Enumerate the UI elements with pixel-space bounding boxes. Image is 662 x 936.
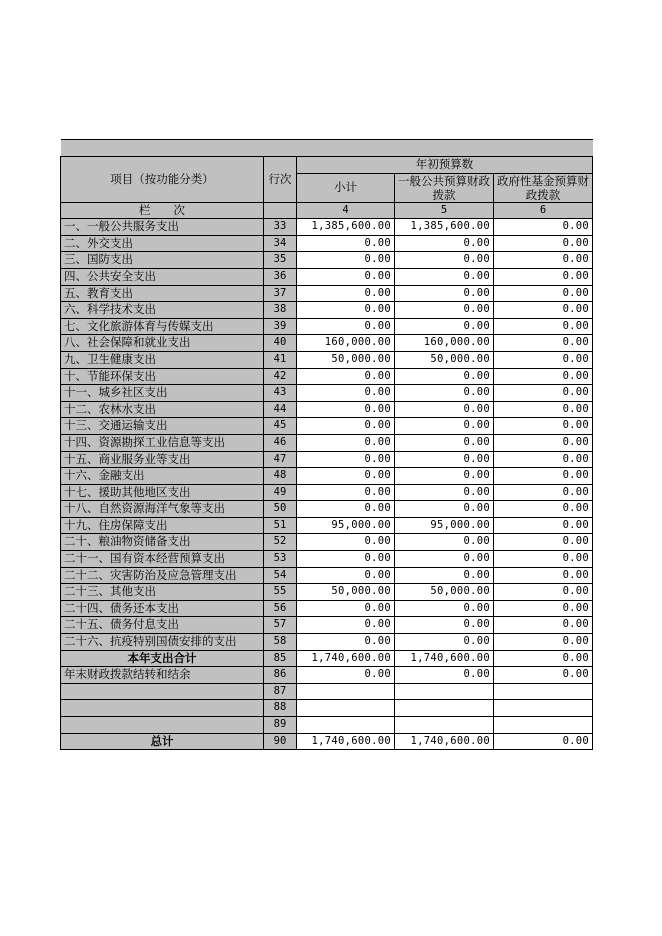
row-number: 47 <box>264 451 297 468</box>
cell-subtotal: 0.00 <box>297 484 395 501</box>
row-number: 35 <box>264 252 297 269</box>
cell-blank <box>297 683 395 700</box>
row-number: 38 <box>264 302 297 319</box>
cell-blank <box>395 700 494 717</box>
cell-fund: 0.00 <box>494 418 593 435</box>
row-label: 十六、金融支出 <box>61 468 264 485</box>
col-label: 栏 次 <box>61 202 264 219</box>
row-label-blank <box>61 717 264 734</box>
row-number: 51 <box>264 517 297 534</box>
cell-general: 0.00 <box>395 385 494 402</box>
row-number: 58 <box>264 634 297 651</box>
cell-fund: 0.00 <box>494 517 593 534</box>
row-label-blank <box>61 700 264 717</box>
cell-general: 0.00 <box>395 617 494 634</box>
cell-fund: 0.00 <box>494 385 593 402</box>
header-row-1 <box>61 157 593 174</box>
table-row <box>61 584 593 601</box>
cell-fund: 0.00 <box>494 551 593 568</box>
carryover-row <box>61 667 593 684</box>
table-row <box>61 302 593 319</box>
cell-general: 1,740,600.00 <box>395 650 494 667</box>
cell-subtotal: 1,740,600.00 <box>297 733 395 750</box>
row-number: 34 <box>264 235 297 252</box>
budget-table-sheet <box>60 139 592 750</box>
table-row <box>61 335 593 352</box>
row-number: 40 <box>264 335 297 352</box>
col-label-blank <box>264 202 297 219</box>
header-item: 项目（按功能分类） <box>61 157 264 203</box>
year-total-row <box>61 650 593 667</box>
cell-subtotal: 0.00 <box>297 634 395 651</box>
cell-fund: 0.00 <box>494 235 593 252</box>
table-row <box>61 268 593 285</box>
grand-total-row <box>61 733 593 750</box>
table-row <box>61 484 593 501</box>
table-row <box>61 418 593 435</box>
row-number: 46 <box>264 434 297 451</box>
row-label: 九、卫生健康支出 <box>61 351 264 368</box>
cell-blank <box>395 717 494 734</box>
cell-fund: 0.00 <box>494 501 593 518</box>
table-row <box>61 567 593 584</box>
cell-subtotal: 0.00 <box>297 285 395 302</box>
cell-blank <box>494 700 593 717</box>
cell-subtotal: 0.00 <box>297 318 395 335</box>
cell-fund: 0.00 <box>494 584 593 601</box>
header-rowno: 行次 <box>264 157 297 203</box>
header-fund: 政府性基金预算财政拨款 <box>494 173 593 202</box>
row-label: 年末财政拨款结转和结余 <box>61 667 264 684</box>
row-label: 七、文化旅游体育与传媒支出 <box>61 318 264 335</box>
cell-fund: 0.00 <box>494 650 593 667</box>
row-number: 44 <box>264 401 297 418</box>
row-number: 86 <box>264 667 297 684</box>
cell-fund: 0.00 <box>494 318 593 335</box>
row-label: 十五、商业服务业等支出 <box>61 451 264 468</box>
table-row <box>61 617 593 634</box>
table-row <box>61 517 593 534</box>
row-label: 十八、自然资源海洋气象等支出 <box>61 501 264 518</box>
row-label: 十九、住房保障支出 <box>61 517 264 534</box>
cell-subtotal: 0.00 <box>297 418 395 435</box>
cell-subtotal: 0.00 <box>297 534 395 551</box>
cell-subtotal: 50,000.00 <box>297 351 395 368</box>
cell-general: 160,000.00 <box>395 335 494 352</box>
top-gray-bar-cell <box>61 140 593 157</box>
row-number: 87 <box>264 683 297 700</box>
row-label: 十一、城乡社区支出 <box>61 385 264 402</box>
cell-blank <box>297 717 395 734</box>
budget-table <box>60 139 593 750</box>
cell-fund: 0.00 <box>494 368 593 385</box>
row-label: 二十一、国有资本经营预算支出 <box>61 551 264 568</box>
cell-blank <box>395 683 494 700</box>
row-number: 53 <box>264 551 297 568</box>
cell-fund: 0.00 <box>494 600 593 617</box>
cell-fund: 0.00 <box>494 484 593 501</box>
col-number-4: 4 <box>297 202 395 219</box>
cell-subtotal: 0.00 <box>297 667 395 684</box>
row-number: 43 <box>264 385 297 402</box>
table-row <box>61 252 593 269</box>
cell-subtotal: 0.00 <box>297 252 395 269</box>
cell-subtotal: 0.00 <box>297 368 395 385</box>
row-number: 41 <box>264 351 297 368</box>
row-number: 37 <box>264 285 297 302</box>
cell-fund: 0.00 <box>494 268 593 285</box>
cell-general: 0.00 <box>395 268 494 285</box>
cell-subtotal: 1,385,600.00 <box>297 219 395 236</box>
cell-general: 0.00 <box>395 667 494 684</box>
row-number: 49 <box>264 484 297 501</box>
cell-general: 0.00 <box>395 434 494 451</box>
table-row <box>61 385 593 402</box>
row-label: 二十五、债务付息支出 <box>61 617 264 634</box>
table-row <box>61 434 593 451</box>
cell-general: 1,740,600.00 <box>395 733 494 750</box>
row-number: 52 <box>264 534 297 551</box>
cell-subtotal: 0.00 <box>297 401 395 418</box>
cell-fund: 0.00 <box>494 634 593 651</box>
cell-fund: 0.00 <box>494 351 593 368</box>
row-label: 二十、粮油物资储备支出 <box>61 534 264 551</box>
cell-fund: 0.00 <box>494 617 593 634</box>
row-number: 56 <box>264 600 297 617</box>
blank-row <box>61 683 593 700</box>
cell-subtotal: 0.00 <box>297 567 395 584</box>
row-label: 六、科学技术支出 <box>61 302 264 319</box>
cell-subtotal: 0.00 <box>297 302 395 319</box>
cell-subtotal: 0.00 <box>297 268 395 285</box>
row-number: 48 <box>264 468 297 485</box>
cell-general: 0.00 <box>395 634 494 651</box>
row-label: 总计 <box>61 733 264 750</box>
row-label: 五、教育支出 <box>61 285 264 302</box>
cell-fund: 0.00 <box>494 252 593 269</box>
row-label-blank <box>61 683 264 700</box>
row-label: 十七、援助其他地区支出 <box>61 484 264 501</box>
row-number: 42 <box>264 368 297 385</box>
row-label: 二、外交支出 <box>61 235 264 252</box>
cell-fund: 0.00 <box>494 285 593 302</box>
cell-subtotal: 0.00 <box>297 434 395 451</box>
cell-fund: 0.00 <box>494 401 593 418</box>
row-number: 89 <box>264 717 297 734</box>
cell-fund: 0.00 <box>494 667 593 684</box>
table-row <box>61 219 593 236</box>
table-row <box>61 368 593 385</box>
top-gray-bar <box>61 140 593 157</box>
table-row <box>61 534 593 551</box>
cell-general: 0.00 <box>395 401 494 418</box>
cell-general: 0.00 <box>395 484 494 501</box>
cell-general: 0.00 <box>395 534 494 551</box>
cell-subtotal: 0.00 <box>297 385 395 402</box>
cell-general: 0.00 <box>395 252 494 269</box>
blank-row <box>61 717 593 734</box>
cell-subtotal: 1,740,600.00 <box>297 650 395 667</box>
cell-fund: 0.00 <box>494 468 593 485</box>
row-number: 85 <box>264 650 297 667</box>
row-label: 八、社会保障和就业支出 <box>61 335 264 352</box>
row-number: 54 <box>264 567 297 584</box>
cell-subtotal: 0.00 <box>297 235 395 252</box>
row-label: 三、国防支出 <box>61 252 264 269</box>
row-number: 55 <box>264 584 297 601</box>
header-group: 年初预算数 <box>297 157 593 174</box>
cell-subtotal: 160,000.00 <box>297 335 395 352</box>
cell-subtotal: 0.00 <box>297 451 395 468</box>
row-label: 二十二、灾害防治及应急管理支出 <box>61 567 264 584</box>
row-number: 57 <box>264 617 297 634</box>
cell-general: 0.00 <box>395 285 494 302</box>
cell-subtotal: 0.00 <box>297 501 395 518</box>
row-label: 十四、资源勘探工业信息等支出 <box>61 434 264 451</box>
col-number-6: 6 <box>494 202 593 219</box>
cell-subtotal: 50,000.00 <box>297 584 395 601</box>
table-row <box>61 600 593 617</box>
row-number: 88 <box>264 700 297 717</box>
cell-fund: 0.00 <box>494 302 593 319</box>
cell-general: 50,000.00 <box>395 351 494 368</box>
column-number-row <box>61 202 593 219</box>
row-number: 90 <box>264 733 297 750</box>
header-general: 一般公共预算财政拨款 <box>395 173 494 202</box>
table-row <box>61 501 593 518</box>
cell-blank <box>297 700 395 717</box>
table-row <box>61 318 593 335</box>
row-label: 十、节能环保支出 <box>61 368 264 385</box>
table-row <box>61 451 593 468</box>
header-subtotal: 小计 <box>297 173 395 202</box>
table-row <box>61 468 593 485</box>
cell-general: 0.00 <box>395 235 494 252</box>
cell-general: 0.00 <box>395 468 494 485</box>
row-label: 四、公共安全支出 <box>61 268 264 285</box>
cell-general: 0.00 <box>395 302 494 319</box>
cell-general: 0.00 <box>395 551 494 568</box>
cell-fund: 0.00 <box>494 434 593 451</box>
cell-subtotal: 0.00 <box>297 600 395 617</box>
row-number: 36 <box>264 268 297 285</box>
table-row <box>61 401 593 418</box>
cell-blank <box>494 717 593 734</box>
row-number: 33 <box>264 219 297 236</box>
cell-fund: 0.00 <box>494 219 593 236</box>
cell-general: 0.00 <box>395 567 494 584</box>
col-number-5: 5 <box>395 202 494 219</box>
row-label: 二十六、抗疫特别国债安排的支出 <box>61 634 264 651</box>
cell-general: 0.00 <box>395 451 494 468</box>
cell-general: 95,000.00 <box>395 517 494 534</box>
row-label: 一、一般公共服务支出 <box>61 219 264 236</box>
cell-general: 1,385,600.00 <box>395 219 494 236</box>
cell-general: 0.00 <box>395 318 494 335</box>
cell-subtotal: 0.00 <box>297 617 395 634</box>
cell-fund: 0.00 <box>494 733 593 750</box>
row-number: 39 <box>264 318 297 335</box>
cell-fund: 0.00 <box>494 335 593 352</box>
cell-subtotal: 95,000.00 <box>297 517 395 534</box>
cell-general: 0.00 <box>395 600 494 617</box>
row-number: 45 <box>264 418 297 435</box>
table-row <box>61 634 593 651</box>
cell-general: 0.00 <box>395 501 494 518</box>
row-label: 十三、交通运输支出 <box>61 418 264 435</box>
cell-fund: 0.00 <box>494 451 593 468</box>
cell-subtotal: 0.00 <box>297 551 395 568</box>
cell-general: 0.00 <box>395 418 494 435</box>
cell-general: 50,000.00 <box>395 584 494 601</box>
cell-fund: 0.00 <box>494 567 593 584</box>
row-number: 50 <box>264 501 297 518</box>
table-row <box>61 351 593 368</box>
row-label: 二十四、债务还本支出 <box>61 600 264 617</box>
cell-subtotal: 0.00 <box>297 468 395 485</box>
row-label: 二十三、其他支出 <box>61 584 264 601</box>
cell-fund: 0.00 <box>494 534 593 551</box>
row-label: 本年支出合计 <box>61 650 264 667</box>
table-row <box>61 235 593 252</box>
cell-blank <box>494 683 593 700</box>
table-row <box>61 285 593 302</box>
row-label: 十二、农林水支出 <box>61 401 264 418</box>
table-row <box>61 551 593 568</box>
blank-row <box>61 700 593 717</box>
cell-general: 0.00 <box>395 368 494 385</box>
